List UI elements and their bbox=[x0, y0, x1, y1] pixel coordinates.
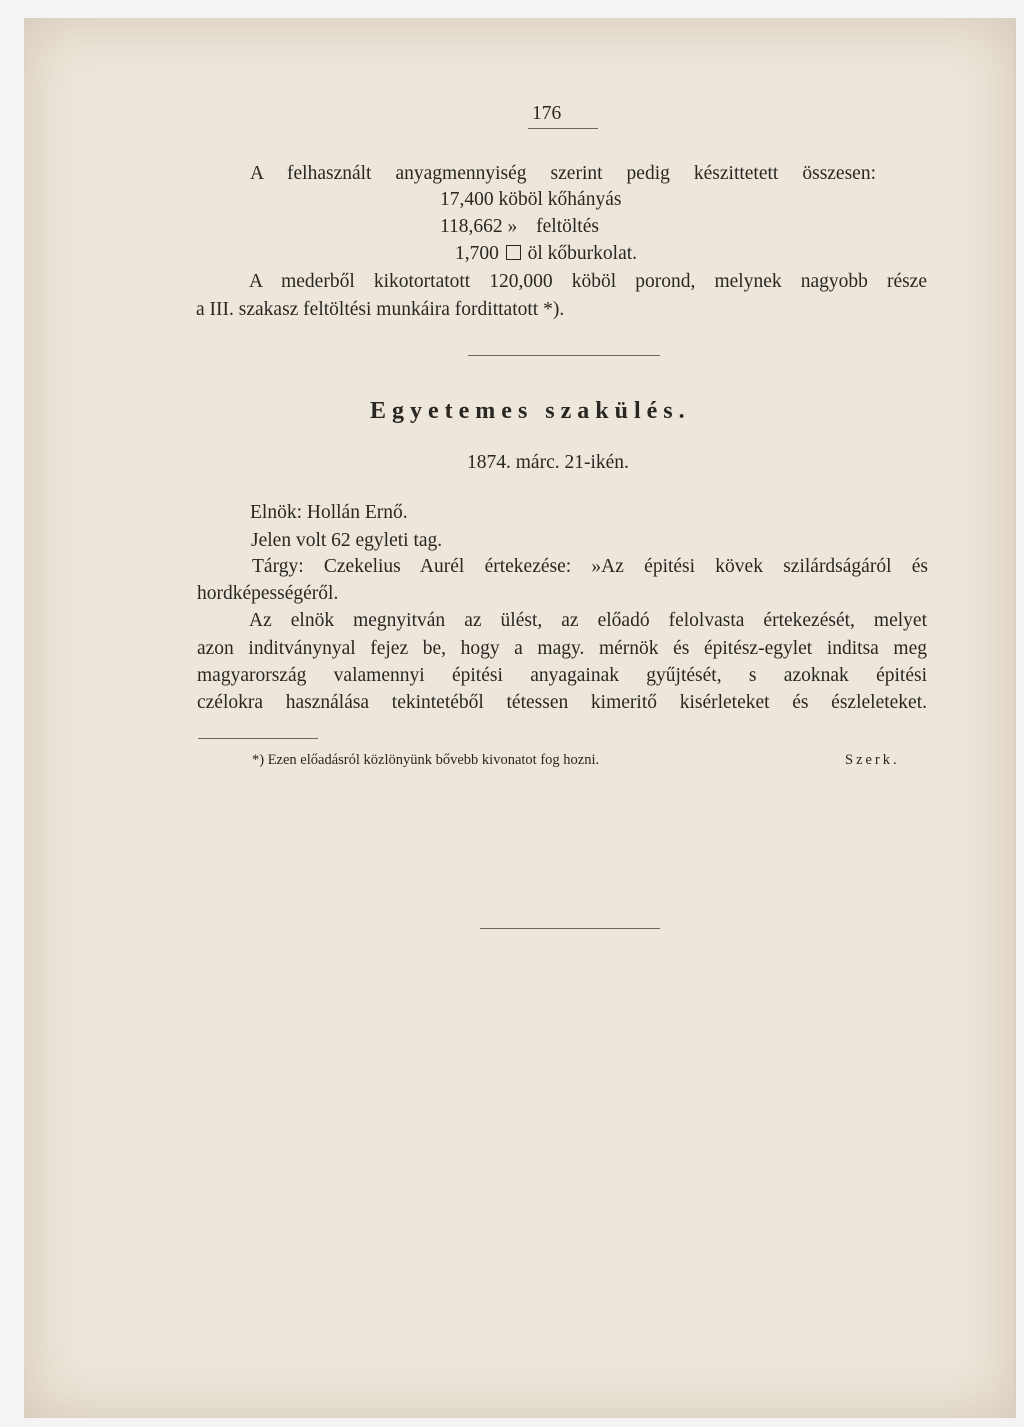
page-number-rule bbox=[528, 128, 598, 129]
item-text: kőhányás bbox=[547, 189, 622, 210]
body-line: Az elnök megnyitván az ülést, az előadó felolvasta értekezését, melyet bbox=[249, 610, 927, 631]
square-unit-icon bbox=[506, 245, 521, 260]
end-rule bbox=[480, 928, 660, 929]
body-line: azon inditványnyal fejez be, hogy a magy. mérnök és épitész-egylet inditsa meg bbox=[197, 638, 927, 659]
body-line: czélokra használása tekintetéből tétessen kimeritő kisérleteket és észleleteket. bbox=[197, 692, 927, 713]
subject-line: hordképességéről. bbox=[197, 583, 339, 604]
footnote-text: *) Ezen előadásról közlönyünk bővebb kivonatot fog hozni. bbox=[252, 752, 600, 768]
present-line: Jelen volt 62 egyleti tag. bbox=[251, 530, 443, 551]
footnote-signature: Szerk. bbox=[845, 752, 900, 768]
material-item bbox=[440, 216, 599, 238]
section-divider bbox=[468, 355, 660, 356]
section-title: Egyetemes szakülés. bbox=[370, 398, 691, 424]
paragraph-line: A mederből kikotortatott 120,000 köböl porond, melynek nagyobb része bbox=[249, 271, 927, 292]
page-number: 176 bbox=[532, 103, 562, 124]
body-line: magyarország valamennyi épitési anyagainak gyűjtését, s azoknak épitési bbox=[197, 665, 927, 686]
item-qty: 17,400 bbox=[440, 189, 494, 210]
subject-line: Tárgy: Czekelius Aurél értekezése: »Az épitési kövek szilárdságáról és bbox=[252, 556, 928, 577]
item-unit: öl kőburkolat. bbox=[527, 243, 638, 264]
section-date: 1874. márc. 21-ikén. bbox=[467, 452, 629, 473]
item-qty: 1,700 bbox=[455, 243, 499, 264]
item-qty: 118,662 bbox=[440, 216, 503, 237]
paragraph-line: a III. szakasz feltöltési munkáira fordittatott *). bbox=[196, 299, 565, 320]
item-unit: köböl bbox=[498, 189, 543, 210]
footnote-rule bbox=[198, 738, 318, 739]
item-text: feltöltés bbox=[536, 216, 599, 237]
chair-line: Elnök: Hollán Ernő. bbox=[250, 502, 408, 523]
intro-line: A felhasznált anyagmennyiség szerint pedig készittetett összesen: bbox=[250, 163, 876, 184]
material-item bbox=[440, 189, 621, 211]
item-unit: » bbox=[507, 216, 518, 237]
material-item bbox=[455, 243, 637, 265]
